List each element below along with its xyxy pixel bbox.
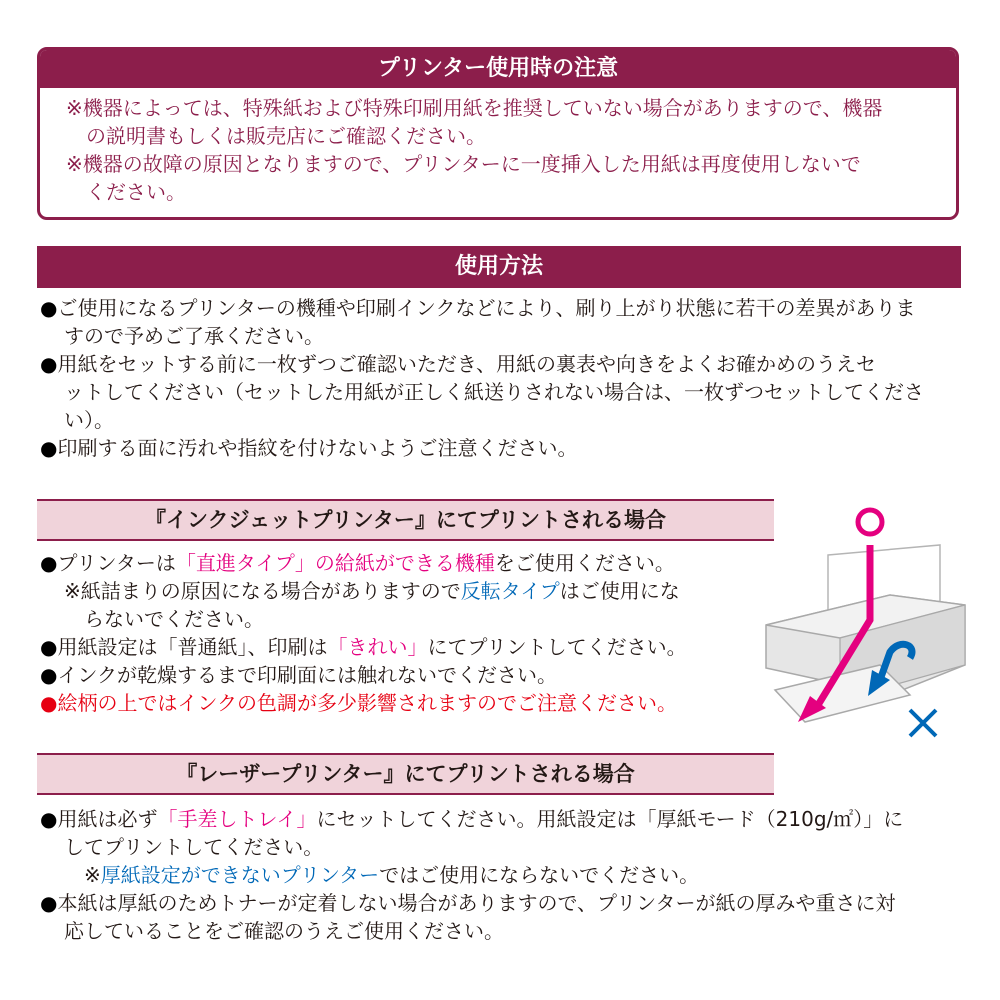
bullet: ● [40, 352, 58, 376]
list-item-warning [40, 689, 687, 717]
printer-illustration [760, 500, 980, 750]
list-item [40, 661, 687, 689]
caution-line: の説明書もしくは販売店にご確認ください。 [86, 124, 486, 148]
highlight-text: 厚紙設定ができないプリンター [100, 863, 380, 887]
bullet: ● [40, 635, 58, 659]
highlight-text: 反転タイプ [460, 579, 560, 603]
laser-list [40, 805, 903, 945]
inkjet-list [40, 549, 687, 717]
list-item-cont: らないでください。 [84, 607, 264, 631]
list-item [40, 889, 903, 917]
item-text: にセットしてください。用紙設定は「厚紙モード（210g/㎡）」に [316, 807, 904, 831]
bullet: ● [40, 436, 58, 460]
highlight-text: 「直進タイプ」の給紙ができる機種 [175, 551, 495, 575]
note-text: ※ [84, 863, 101, 887]
caution-line: ください。 [86, 180, 186, 204]
list-item [40, 434, 924, 462]
item-text: 本紙は厚紙のためトナーが定着しない場合がありますので、プリンターが紙の厚みや重さに対 [57, 891, 896, 915]
printer-caution-box [37, 47, 959, 220]
list-item [40, 805, 903, 833]
item-text: をご使用ください。 [494, 551, 675, 575]
note-text: ※紙詰まりの原因になる場合がありますので [64, 579, 461, 603]
note-text: はご使用にな [559, 579, 680, 603]
highlight-text: 「きれい」 [327, 635, 428, 659]
list-item [40, 294, 924, 322]
list-item-note [40, 861, 903, 889]
usage-list [40, 294, 924, 462]
list-item-cont: ットしてください（セットした用紙が正しく紙送りされない場合は、一枚ずつセットしてくださ [64, 380, 924, 404]
caution-body [40, 88, 956, 206]
laser-title: 『レーザープリンター』にてプリントされる場合 [37, 753, 774, 795]
list-item [40, 633, 687, 661]
list-item-note [40, 577, 687, 605]
item-text: ご使用になるプリンターの機種や印刷インクなどにより、刷り上がり状態に若干の差異がありま [57, 296, 916, 320]
bullet: ● [40, 891, 58, 915]
bullet: ● [40, 551, 58, 575]
item-text: プリンターは [57, 551, 176, 575]
list-item-cont: い）。 [64, 408, 114, 432]
caution-title: プリンター使用時の注意 [40, 50, 956, 88]
item-text: 用紙をセットする前に一枚ずつご確認いただき、用紙の裏表や向きをよくお確かめのうえセ [57, 352, 877, 376]
circle-ok-icon [858, 510, 882, 534]
list-item [40, 549, 687, 577]
item-text: 用紙は必ず [57, 807, 158, 831]
note-text: ではご使用にならないでください。 [379, 863, 700, 887]
item-text: にてプリントしてください。 [427, 635, 687, 659]
bullet: ● [40, 663, 58, 687]
cross-ng-icon [910, 710, 936, 736]
item-text: 用紙設定は「普通紙」、印刷は [57, 635, 328, 659]
caution-line: ※機器によっては、特殊紙および特殊印刷用紙を推奨していない場合がありますので、機器 [66, 96, 883, 120]
bullet: ● [40, 691, 58, 715]
highlight-text: 「手差しトレイ」 [157, 807, 317, 831]
list-item-cont: 応していることをご確認のうえご使用ください。 [64, 919, 504, 943]
usage-title: 使用方法 [37, 246, 961, 288]
bullet: ● [40, 807, 58, 831]
item-text: インクが乾燥するまで印刷面には触れないでください。 [57, 663, 558, 687]
list-item-cont: すので予めご了承ください。 [64, 324, 324, 348]
inkjet-title: 『インクジェットプリンター』にてプリントされる場合 [37, 499, 774, 541]
list-item-cont: してプリントしてください。 [64, 835, 324, 859]
item-text: 印刷する面に汚れや指紋を付けないようご注意ください。 [57, 436, 578, 460]
warning-text: 絵柄の上ではインクの色調が多少影響されますのでご注意ください。 [57, 691, 678, 715]
caution-line: ※機器の故障の原因となりますので、プリンターに一度挿入した用紙は再度使用しないで [66, 152, 861, 176]
list-item [40, 350, 924, 378]
bullet: ● [40, 296, 58, 320]
